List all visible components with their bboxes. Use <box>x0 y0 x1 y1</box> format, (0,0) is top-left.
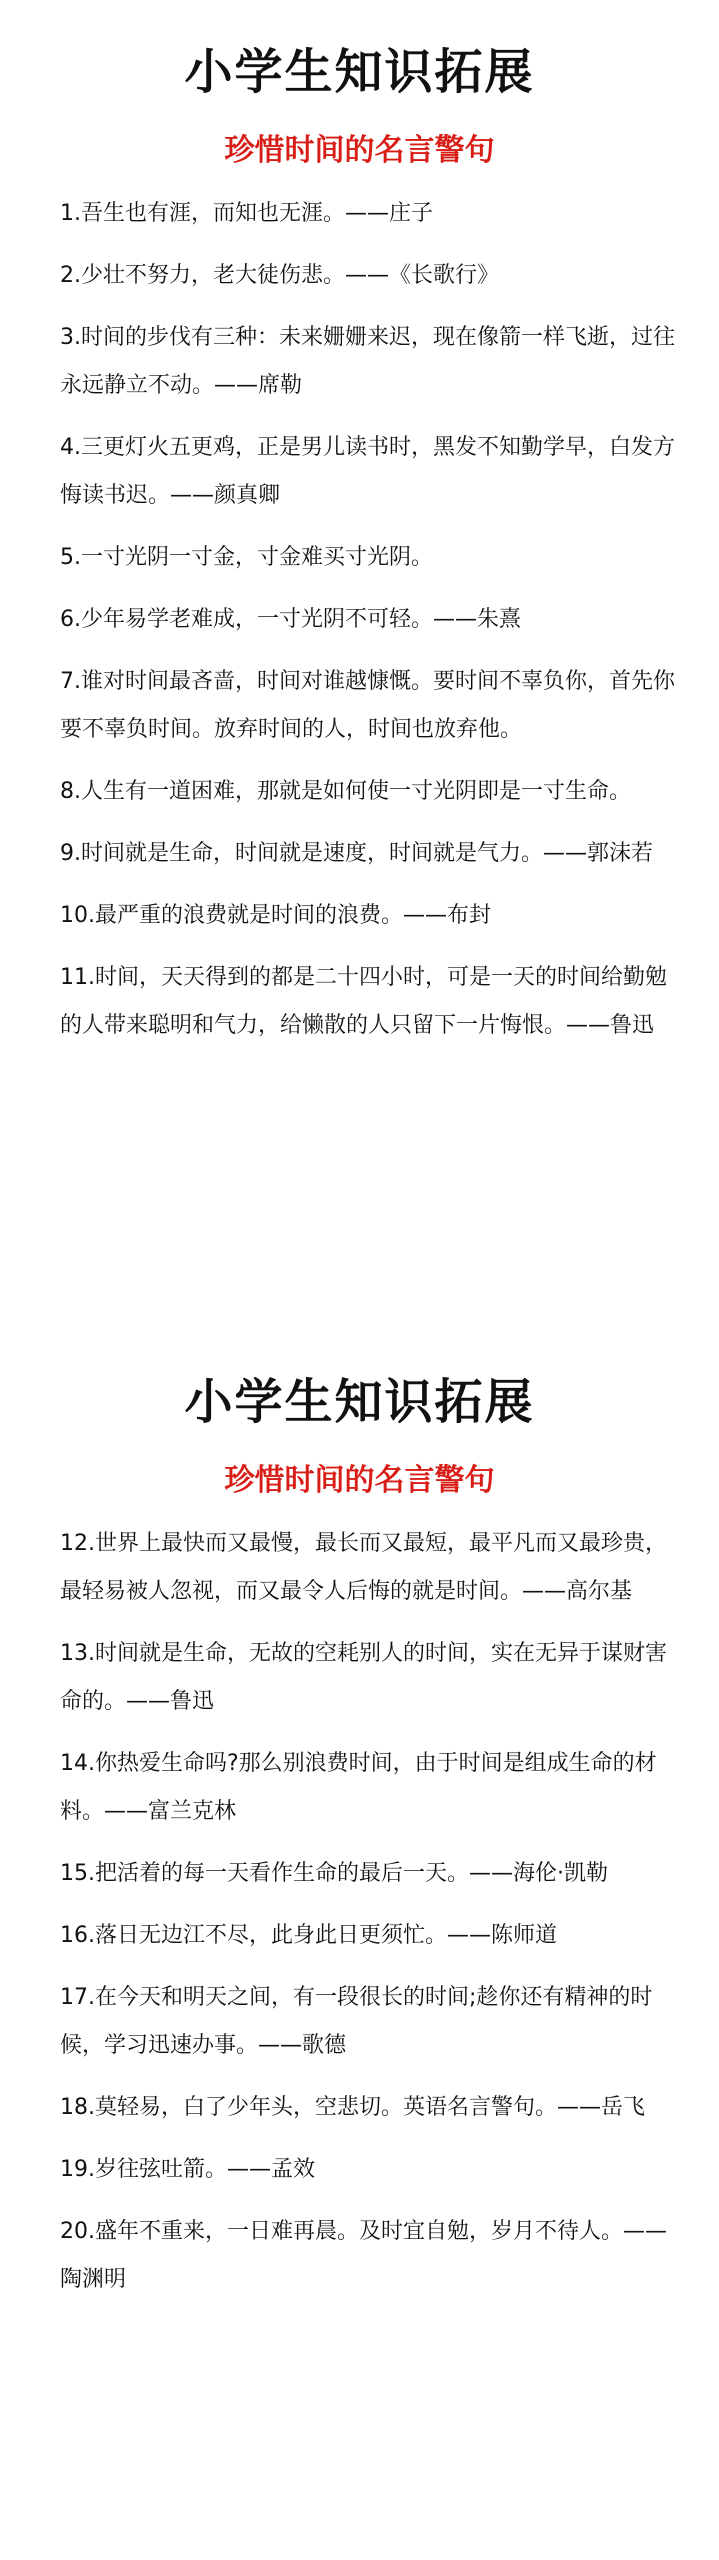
quote-item: 13.时间就是生命，无故的空耗别人的时间，实在无异于谋财害命的。——鲁迅 <box>60 1641 667 1714</box>
knowledge-section-2 <box>0 1370 719 2318</box>
page-title: 小学生知识拓展 <box>184 44 535 100</box>
quote-item: 19.岁往弦吐箭。——孟效 <box>60 2157 315 2182</box>
quote-item: 7.谁对时间最吝啬，时间对谁越慷慨。要时间不辜负你，首先你要不辜负时间。放弃时间的人，时间也放弃他。 <box>60 669 675 742</box>
quote-item: 2.少壮不努力，老大徒伤悲。——《长歌行》 <box>60 263 499 288</box>
quote-item: 9.时间就是生命，时间就是速度，时间就是气力。——郭沫若 <box>60 841 653 866</box>
quote-item: 10.最严重的浪费就是时间的浪费。——布封 <box>60 903 491 928</box>
quote-item: 5.一寸光阴一寸金，寸金难买寸光阴。 <box>60 545 433 570</box>
quote-item: 16.落日无边江不尽，此身此日更须忙。——陈师道 <box>60 1923 557 1948</box>
quote-list <box>0 1520 719 2304</box>
quote-item: 15.把活着的每一天看作生命的最后一天。——海伦·凯勒 <box>60 1861 608 1886</box>
quote-item: 8.人生有一道困难，那就是如何使一寸光阴即是一寸生命。 <box>60 779 631 804</box>
section-subtitle: 珍惜时间的名言警句 <box>224 133 495 168</box>
quote-item: 12.世界上最快而又最慢，最长而又最短，最平凡而又最珍贵，最轻易被人忽视，而又最令人后悔的就是时间。——高尔基 <box>60 1531 667 1604</box>
quote-item: 20.盛年不重来，一日难再晨。及时宜自勉，岁月不待人。——陶渊明 <box>60 2219 667 2292</box>
knowledge-section-1 <box>0 40 719 1064</box>
section-subtitle: 珍惜时间的名言警句 <box>224 1463 495 1498</box>
quote-item: 18.莫轻易，白了少年头，空悲切。英语名言警句。——岳飞 <box>60 2095 645 2120</box>
quote-item: 11.时间，天天得到的都是二十四小时，可是一天的时间给勤勉的人带来聪明和气力，给懒散的人只留下一片悔恨。——鲁迅 <box>60 965 667 1038</box>
quote-item: 6.少年易学老难成，一寸光阴不可轻。——朱熹 <box>60 607 521 632</box>
quote-item: 17.在今天和明天之间，有一段很长的时间;趁你还有精神的时候，学习迅速办事。——歌德 <box>60 1985 653 2058</box>
quote-item: 14.你热爱生命吗?那么别浪费时间，由于时间是组成生命的材料。——富兰克林 <box>60 1751 657 1824</box>
quote-list <box>0 190 719 1050</box>
page-title: 小学生知识拓展 <box>184 1374 535 1430</box>
quote-item: 1.吾生也有涯，而知也无涯。——庄子 <box>60 201 433 226</box>
quote-item: 4.三更灯火五更鸡，正是男儿读书时，黑发不知勤学早，白发方悔读书迟。——颜真卿 <box>60 435 675 508</box>
quote-item: 3.时间的步伐有三种：未来姗姗来迟，现在像箭一样飞逝，过往永远静立不动。——席勒 <box>60 325 675 398</box>
